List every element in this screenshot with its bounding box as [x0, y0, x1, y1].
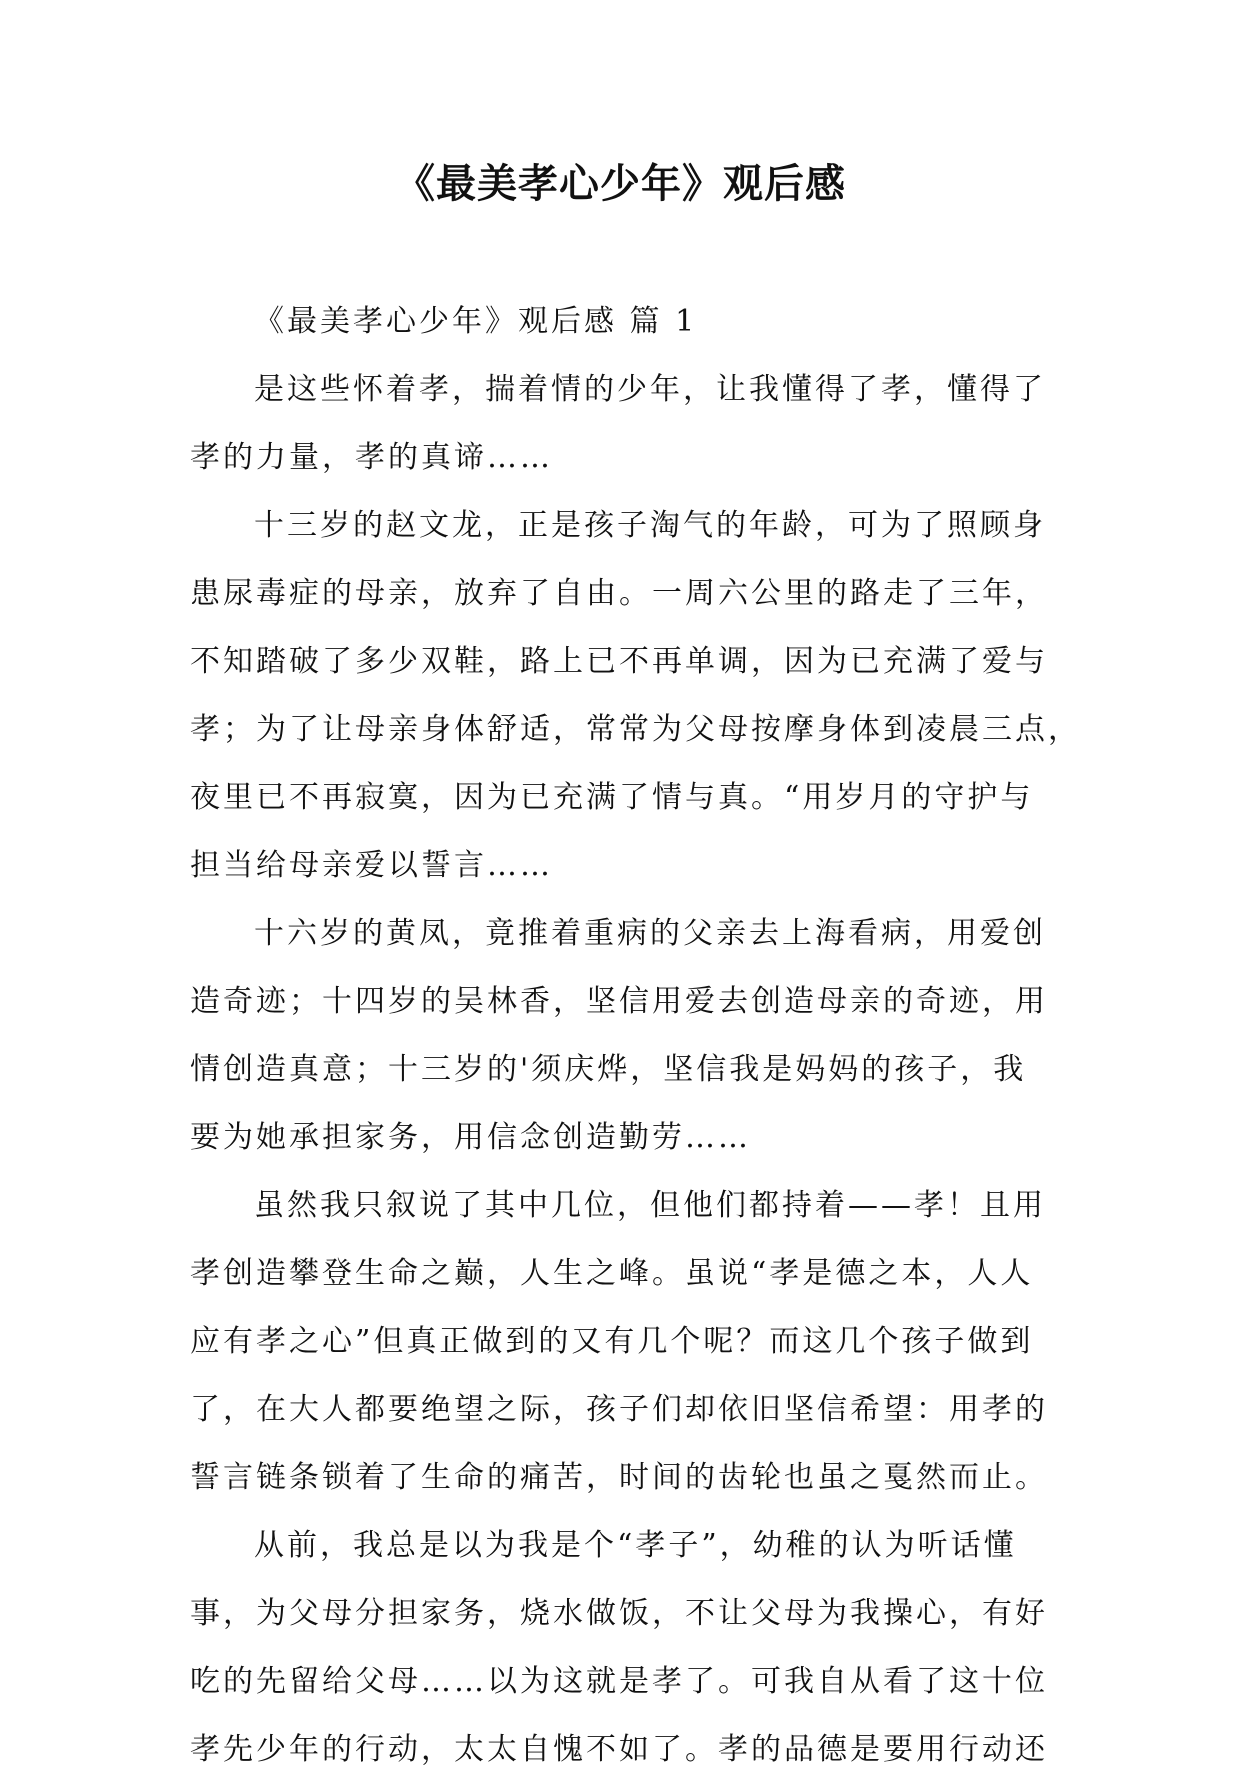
text-line: 要为她承担家务，用信念创造勤劳……: [190, 1120, 751, 1155]
text-line: 虽然我只叙说了其中几位，但他们都持着——孝！且用: [254, 1188, 1046, 1223]
text-line: 夜里已不再寂寞，因为已充满了情与真。“用岁月的守护与: [190, 780, 1034, 815]
text-line: 誓言链条锁着了生命的痛苦，时间的齿轮也虽之戛然而止。: [190, 1460, 1048, 1495]
text-line: 十六岁的黄凤，竟推着重病的父亲去上海看病，用爱创: [254, 916, 1046, 951]
text-line: 事，为父母分担家务，烧水做饭，不让父母为我操心，有好: [190, 1596, 1048, 1631]
text-line: 孝先少年的行动，太太自愧不如了。孝的品德是要用行动还: [190, 1732, 1048, 1767]
text-line: 担当给母亲爱以誓言……: [190, 848, 553, 883]
text-line: 情创造真意；十三岁的'须庆烨，坚信我是妈妈的孩子，我: [190, 1052, 1027, 1087]
text-line: 孝创造攀登生命之巅，人生之峰。虽说“孝是德之本，人人: [190, 1256, 1034, 1291]
text-line: 十三岁的赵文龙，正是孩子淘气的年龄，可为了照顾身: [254, 508, 1046, 543]
text-line: 是这些怀着孝，揣着情的少年，让我懂得了孝，懂得了: [254, 372, 1046, 407]
text-line: 《最美孝心少年》观后感 篇 1: [254, 304, 698, 339]
text-line: 孝；为了让母亲身体舒适，常常为父母按摩身体到凌晨三点，: [190, 712, 1081, 747]
document-title: 《最美孝心少年》观后感: [395, 161, 846, 207]
text-line: 孝的力量，孝的真谛……: [190, 440, 553, 475]
document-body: [190, 288, 1081, 1784]
text-line: 吃的先留给父母……以为这就是孝了。可我自从看了这十位: [190, 1664, 1048, 1699]
text-line: 应有孝之心”但真正做到的又有几个呢？而这几个孩子做到: [190, 1324, 1034, 1359]
text-line: 从前，我总是以为我是个“孝子”，幼稚的认为听话懂: [254, 1528, 1017, 1563]
text-line: 造奇迹；十四岁的吴林香，坚信用爱去创造母亲的奇迹，用: [190, 984, 1048, 1019]
text-line: 不知踏破了多少双鞋，路上已不再单调，因为已充满了爱与: [190, 644, 1048, 679]
text-line: 患尿毒症的母亲，放弃了自由。一周六公里的路走了三年，: [190, 576, 1048, 611]
text-line: 了，在大人都要绝望之际，孩子们却依旧坚信希望：用孝的: [190, 1392, 1048, 1427]
